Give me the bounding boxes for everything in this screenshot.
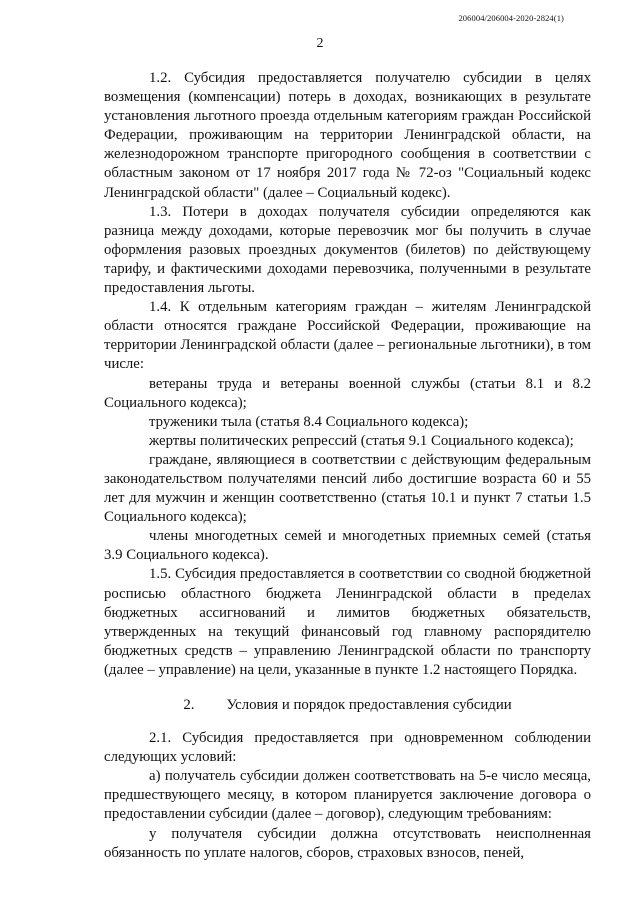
section-number: 2. xyxy=(183,697,195,713)
list-item-home-front-workers: труженики тыла (статья 8.4 Социального кодекса); xyxy=(149,413,469,430)
paragraph-2-1-a: а) получатель субсидии должен соответствовать на 5-е число месяца, предшествующего месяцу, в котором планируется заключение договора о предоставлении субсидии (далее – договор), следующим требованиям: xyxy=(104,768,591,823)
paragraph-1-2: 1.2. Субсидия предоставляется получателю субсидии в целях возмещения (компенсации) потерь в доходах, возникающих в результате установления льготного проезда отдельным категориям граждан Российской Федерации, проживающим на территории Ленинградской области, на железнодорожном транспорте пригородного сообщения в соответствии с областным законом от 17 ноября 2017 года № 72-оз "Социальный кодекс Ленинградской области" (далее – Социальный кодекс). xyxy=(104,70,591,201)
document-body xyxy=(104,69,591,863)
list-item-veterans: ветераны труда и ветераны военной службы (статьи 8.1 и 8.2 Социального кодекса); xyxy=(104,375,591,411)
paragraph-requirements: у получателя субсидии должна отсутствовать неисполненная обязанность по уплате налогов, сборов, страховых взносов, пеней, xyxy=(104,825,591,861)
document-id: 206004/206004-2020-2824(1) xyxy=(458,13,564,23)
list-item-pensioners: граждане, являющиеся в соответствии с действующим федеральным законодательством получателями пенсий либо достигшие возраста 60 и 55 лет для мужчин и женщин соответственно (статья 10.1 и пункт 7 статьи 1.5 Социального кодекса); xyxy=(104,451,591,526)
list-item-large-families: члены многодетных семей и многодетных приемных семей (статья 3.9 Социального кодекса). xyxy=(104,528,591,564)
paragraph-1-5: 1.5. Субсидия предоставляется в соответствии со сводной бюджетной росписью областного бюджета Ленинградской области в пределах бюджетных ассигнований и лимитов бюджетных обязательств, утвержденных на текущий финансовый год главному распорядителю бюджетных средств – управлению Ленинградской области по транспорту (далее – управление) на цели, указанные в пункте 1.2 настоящего Порядка. xyxy=(104,566,591,678)
paragraph-1-3: 1.3. Потери в доходах получателя субсидии определяются как разница между доходами, которые перевозчик мог бы получить в случае оформления разовых проездных документов (билетов) по действующему тарифу, и фактическими доходами перевозчика, полученными в результате предоставления льготы. xyxy=(104,203,591,297)
page-number: 2 xyxy=(316,36,324,51)
paragraph-2-1: 2.1. Субсидия предоставляется при одновременном соблюдении следующих условий: xyxy=(104,730,591,766)
list-item-repression-victims: жертвы политических репрессий (статья 9.1 Социального кодекса); xyxy=(149,432,574,449)
paragraph-1-4: 1.4. К отдельным категориям граждан – жителям Ленинградской области относятся граждане Российской Федерации, проживающие на территории Ленинградской области (далее – региональные льготники), в том числе: xyxy=(104,299,591,373)
section-heading xyxy=(104,696,591,715)
section-title: Условия и порядок предоставления субсидии xyxy=(226,697,512,713)
